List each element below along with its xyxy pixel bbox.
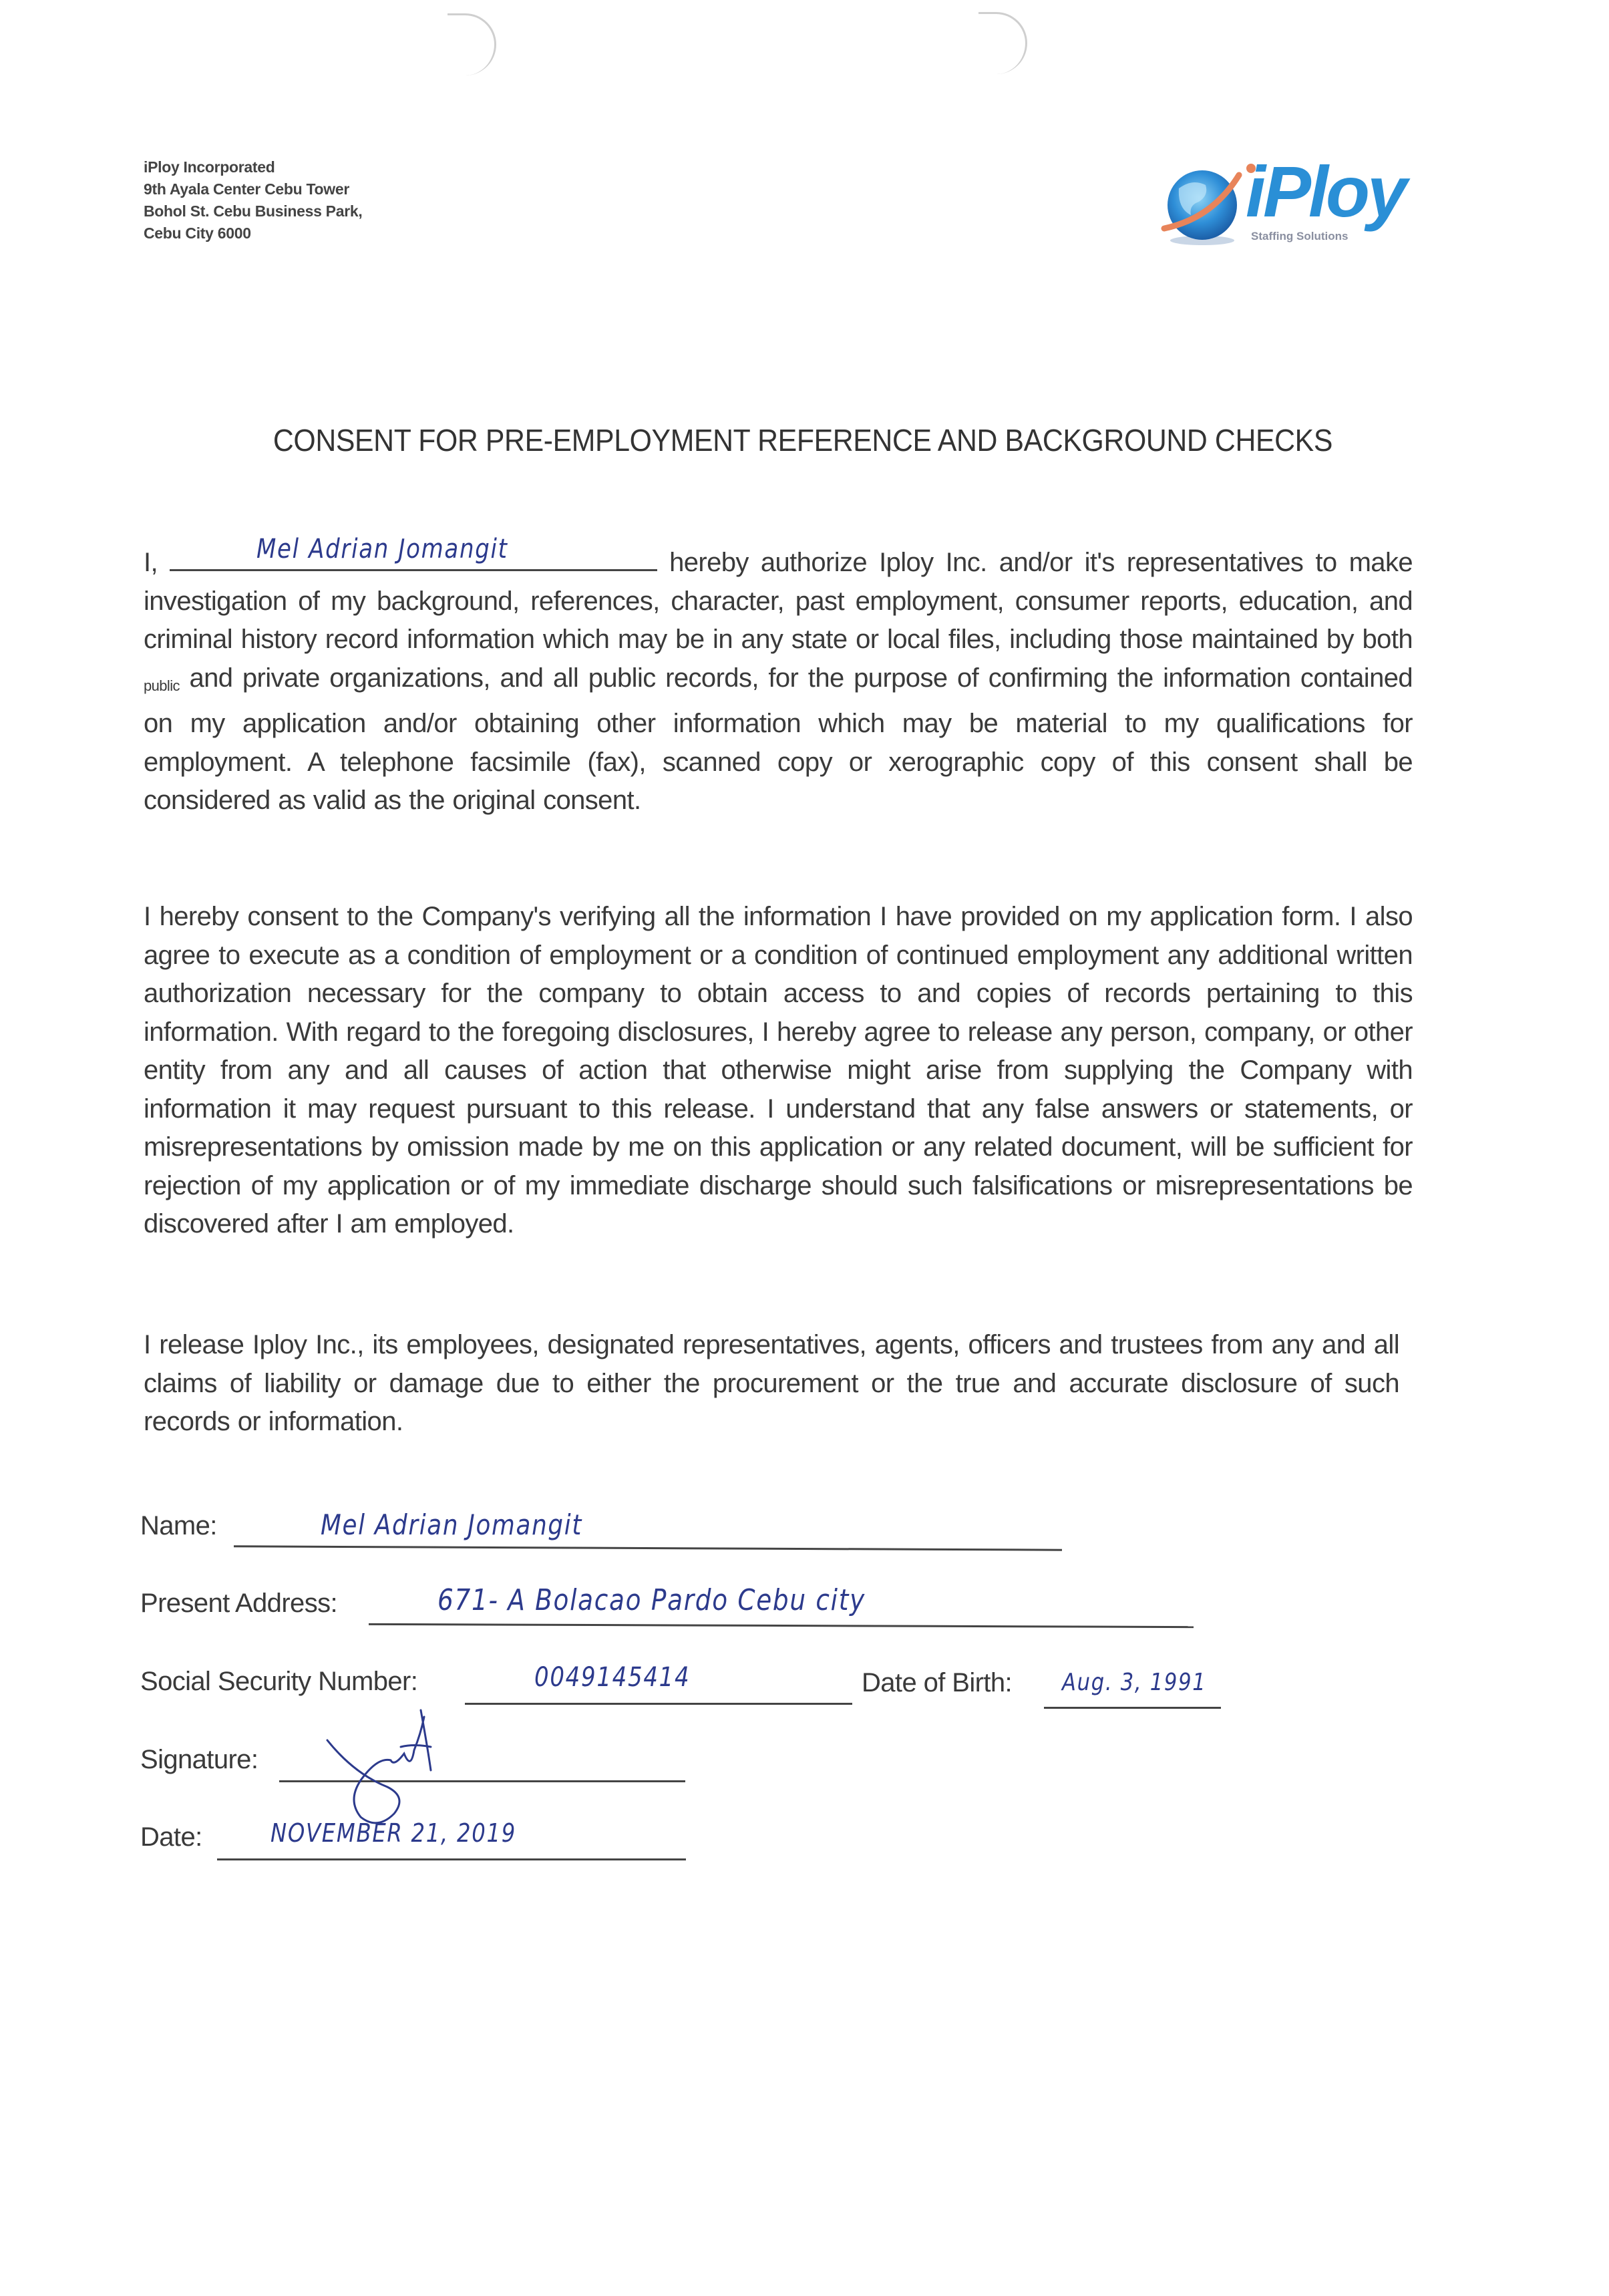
dob-field-row (862, 1668, 1012, 1698)
dob-input-line[interactable] (1044, 1707, 1221, 1709)
authorizer-name-field[interactable] (170, 534, 657, 571)
address-field-row (140, 1589, 337, 1619)
consent-text-continued: and private organizations, and all public records, for the purpose of confirming the information contained on my application and/or obtaining other information which may be material to my qualifications for employment. A telephone facsimile (fax), scanned copy or xerographic copy of this consent shall be considered as valid as the original consent. (144, 663, 1413, 815)
logo-wordmark: iPloy (1246, 151, 1405, 232)
signature-label: Signature: (140, 1745, 258, 1774)
ssn-label: Social Security Number: (140, 1667, 418, 1696)
iploy-logo (1152, 151, 1419, 249)
consent-paragraph-1 (144, 534, 1413, 820)
address-input-line[interactable] (369, 1623, 1194, 1628)
name-value: Mel Adrian Jomangit (321, 1508, 583, 1541)
date-value: NOVEMBER 21, 2019 (271, 1818, 516, 1848)
address-label: Present Address: (140, 1589, 338, 1618)
dob-label: Date of Birth: (862, 1668, 1013, 1697)
punch-hole-mark (978, 12, 1027, 74)
company-address-block (144, 156, 362, 244)
ssn-input-line[interactable] (465, 1703, 852, 1705)
address-line: 9th Ayala Center Cebu Tower (144, 180, 350, 198)
ssn-value: 0049145414 (534, 1662, 691, 1693)
company-name: iPloy Incorporated (144, 158, 275, 176)
name-label: Name: (140, 1511, 217, 1540)
consent-paragraph-2: I hereby consent to the Company's verifying all the information I have provided on my application form. I also agree to execute as a condition of employment or a condition of continued employment any additional written authorization necessary for the company to obtain access to and copies of records pertaining to this information. With regard to the foregoing disclosures, I hereby agree to release any person, company, or other entity from any and all causes of action that otherwise might arise from supplying the Company with information it may request pursuant to this release. I understand that any false answers or statements, or misrepresentations by omission made by me on this application or any related document, will be sufficient for rejection of my application or of my immediate discharge should such falsifications or misrepresentations be discovered after I am employed. (144, 902, 1413, 1239)
dob-value: Aug. 3, 1991 (1062, 1669, 1207, 1696)
name-field-row (140, 1511, 217, 1541)
handwritten-name: Mel Adrian Jomangit (256, 534, 508, 564)
date-label: Date: (140, 1822, 202, 1852)
signature-field-row (140, 1745, 258, 1775)
logo-tagline: Staffing Solutions (1251, 230, 1349, 242)
document-title: CONSENT FOR PRE-EMPLOYMENT REFERENCE AND BACKGROUND CHECKS (273, 423, 1332, 458)
address-line: Bohol St. Cebu Business Park, (144, 202, 363, 220)
address-line: Cebu City 6000 (144, 224, 251, 242)
date-input-line[interactable] (217, 1858, 686, 1860)
ssn-field-row (140, 1667, 417, 1697)
prefix-text: I, (144, 548, 158, 577)
public-subscript: public (144, 677, 180, 694)
consent-text: hereby authorize Iploy Inc. and/or it's representatives to make investigation of my background, references, character, past employment, consumer reports, education, and criminal history record information which may be in any state or local files, including those maintained by both (144, 548, 1413, 654)
date-field-row (140, 1822, 202, 1852)
address-value: 671- A Bolacao Pardo Cebu city (437, 1583, 866, 1617)
release-paragraph: I release Iploy Inc., its employees, designated representatives, agents, officers and trustees from any and all claims of liability or damage due to either the procurement or the true and accurate disclosure of such records or information. (144, 1330, 1399, 1436)
punch-hole-mark (448, 13, 496, 75)
name-input-line[interactable] (234, 1545, 1062, 1550)
signature-mark (314, 1707, 461, 1834)
